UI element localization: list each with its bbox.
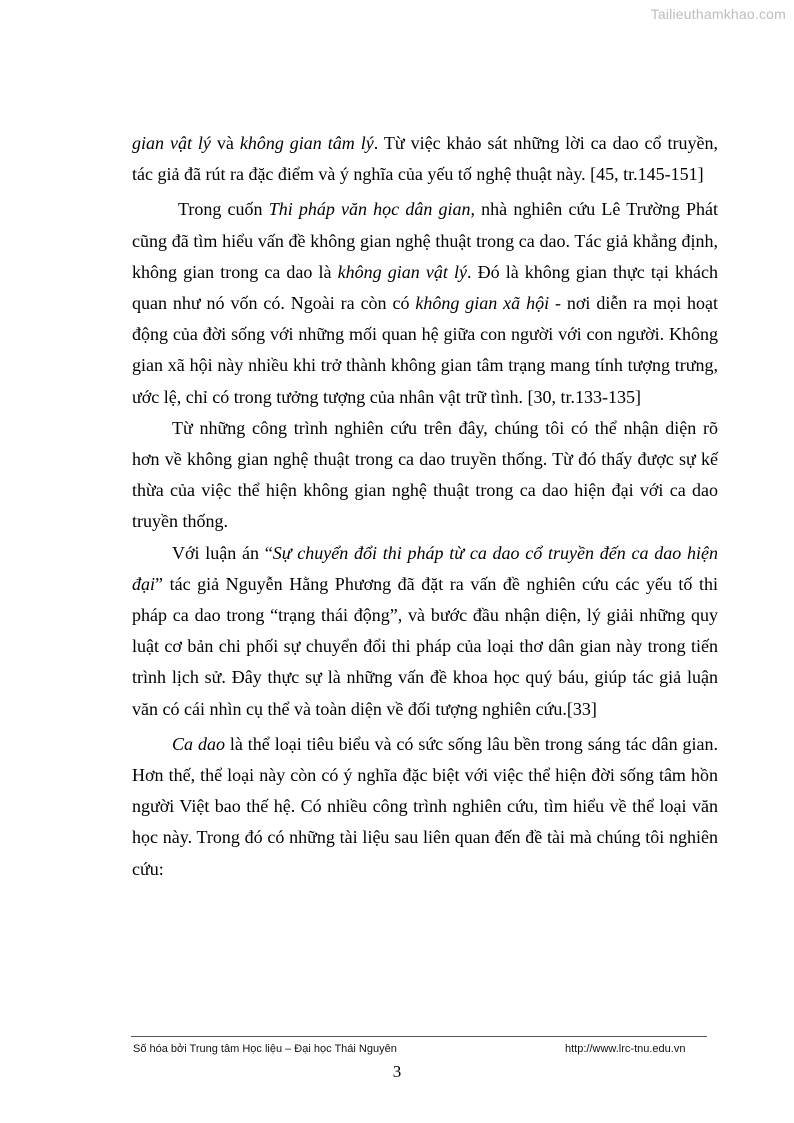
paragraph-1 [132,128,718,190]
watermark-text: Tailieuthamkhao.com [650,6,786,22]
p1-text-2: . Từ việc khảo sát những lời ca dao cổ truyền, tác giả đã rút ra đặc điểm và ý nghĩa của yếu tố nghệ thuật này. [45, tr.145-151] [132,133,719,185]
page-number: 3 [392,1062,402,1081]
footer-divider [131,1036,707,1037]
p1-text-1: và [210,133,240,153]
paragraph-3 [132,413,718,538]
p2-italic-3: không gian xã hội [415,293,550,314]
paragraph-2 [132,194,718,412]
document-body [132,128,718,885]
p4-text-1: Với luận án “ [172,542,273,563]
p4-text-2: ” tác giả Nguyễn Hằng Phương đã đặt ra vấn đề nghiên cứu các yếu tố thi pháp ca dao trong “trạng thái động”, và bước đầu nhận diện, lý giải những quy luật cơ bản chi phối sự chuyển đổi thi pháp của loại thơ dân gian này trong tiến trình lịch sử. Đây thực sự là những vấn đề khoa học quý báu, giúp tác giả luận văn có cái nhìn cụ thể và toàn diện về đối tượng nghiên cứu.[33] [132,573,718,719]
p2-text-2: nhà nghiên cứu Lê Trường Phát cũng đã tìm hiểu vấn đề không gian nghệ thuật trong ca dao. Tác giả khẳng định, không gian trong ca dao là [132,199,718,282]
p2-italic-1: Thi pháp văn học dân gian, [268,199,475,220]
p3-text-1: Từ những công trình nghiên cứu trên đây, chúng tôi có thể nhận diện rõ hơn về không gian nghệ thuật trong ca dao truyền thống. Từ đó thấy được sự kế thừa của việc thể hiện không gian nghệ thuật trong ca dao hiện đại với ca dao truyền thống. [132,417,718,532]
p2-text-3: . Đó là không gian thực tại khách quan như nó vốn có. Ngoài ra còn có [132,261,718,314]
p4-italic-1: Sự chuyển đổi thi pháp từ ca dao cổ truyền đến ca dao hiện đại [132,542,718,594]
p5-italic-1: Ca dao [172,733,225,754]
p1-italic-2: không gian tâm lý [239,133,374,153]
p2-italic-2: không gian vật lý [337,261,467,282]
footer-source-text: Số hóa bởi Trung tâm Học liệu – Đại học Thái Nguyên [133,1043,397,1055]
p2-text-4: - nơi diễn ra mọi hoạt động của đời sống với những mối quan hệ giữa con người với con người. Không gian xã hội này nhiều khi trở thành không gian tâm trạng mang tính tượng trưng, ước lệ, chỉ có trong tưởng tượng của nhân vật trữ tình. [30, tr.133-135] [132,293,719,407]
footer-url: http://www.lrc-tnu.edu.vn [565,1043,686,1055]
paragraph-5 [132,729,718,885]
paragraph-4 [132,538,718,725]
p1-italic-1: gian vật lý [132,133,211,153]
p2-text-1: Trong cuốn [178,199,269,220]
p5-text-1: là thể loại tiêu biểu và có sức sống lâu bền trong sáng tác dân gian. Hơn thế, thể loại này còn có ý nghĩa đặc biệt với việc thể hiện đời sống tâm hồn người Việt bao thế hệ. Có nhiều công trình nghiên cứu, tìm hiểu về thể loại văn học này. Trong đó có những tài liệu sau liên quan đến đề tài mà chúng tôi nghiên cứu: [132,733,718,879]
